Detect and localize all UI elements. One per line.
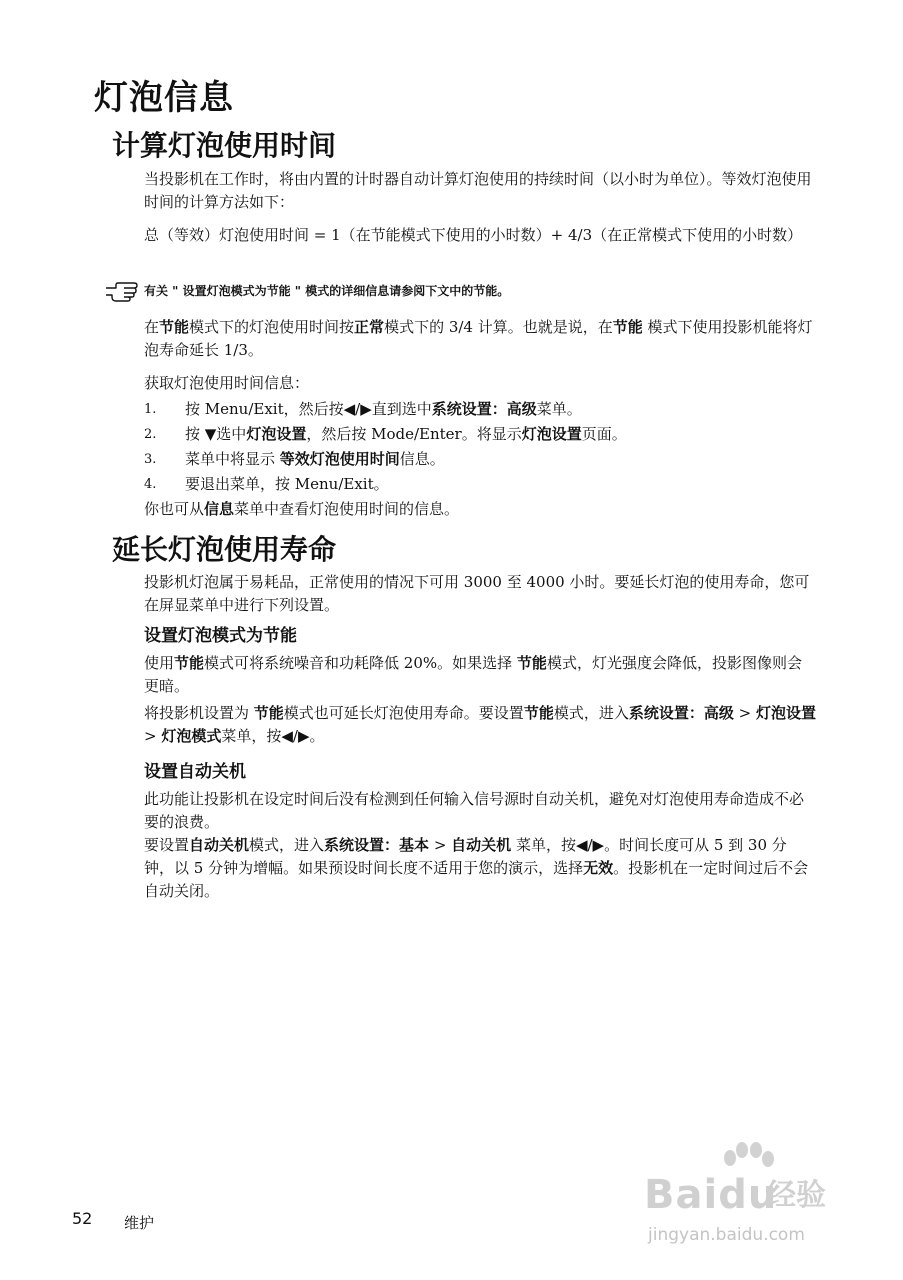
list-item: 1. 按 Menu/Exit，然后按◀/▶直到选中系统设置：高级菜单。: [144, 400, 582, 418]
paragraph-eco-mode-ratio: 在节能模式下的灯泡使用时间按正常模式下的 3/4 计算。也就是说，在节能 模式下使用投影机能将灯泡寿命延长 1/3。: [144, 318, 813, 359]
note-link[interactable]: 设置灯泡模式为节能: [182, 284, 291, 298]
paragraph-auto-off-setup: 要设置自动关机模式，进入系统设置：基本 > 自动关机 菜单，按◀/▶。时间长度可从 5 到 30 分钟，以 5 分钟为增幅。如果预设时间长度不适用于您的演示，选择无效。投影机在一定时间过后不会自动关闭。: [144, 836, 809, 900]
watermark-logo-text: Baidu: [644, 1172, 778, 1218]
subheading-eco-mode: 设置灯泡模式为节能: [144, 626, 297, 646]
list-item: 3. 菜单中将显示 等效灯泡使用时间信息。: [144, 450, 445, 468]
note-callout: [104, 280, 824, 304]
watermark-cn-text: 经验: [766, 1178, 826, 1213]
list-item: 2. 按 ▼选中灯泡设置，然后按 Mode/Enter。将显示灯泡设置页面。: [144, 425, 627, 443]
section-heading-extend-lamp-life: 延长灯泡使用寿命: [112, 533, 337, 566]
paragraph-lamp-timer: 当投影机在工作时，将由内置的计时器自动计算灯泡使用的持续时间（以小时为单位）。等效灯泡使用时间的计算方法如下：: [144, 170, 812, 211]
subheading-auto-power-off: 设置自动关机: [144, 762, 246, 782]
paragraph-lamp-formula: 总（等效）灯泡使用时间 = 1（在节能模式下使用的小时数）+ 4/3（在正常模式下使用的小时数）: [144, 226, 803, 244]
pointing-hand-icon: [104, 282, 140, 302]
paragraph-lamp-consumable: 投影机灯泡属于易耗品，正常使用的情况下可用 3000 至 4000 小时。要延长灯泡的使用寿命，您可在屏显菜单中进行下列设置。: [144, 573, 810, 614]
footer-section-label: 维护: [124, 1214, 155, 1232]
page-number: 52: [72, 1209, 93, 1228]
watermark-url: jingyan.baidu.com: [648, 1225, 805, 1245]
paragraph-auto-off-function: 此功能让投影机在设定时间后没有检测到任何输入信号源时自动关机，避免对灯泡使用寿命造成不必要的浪费。: [144, 790, 805, 831]
steps-list: [144, 397, 824, 497]
baidu-watermark: [636, 1142, 856, 1252]
page-title: 灯泡信息: [94, 78, 234, 118]
paragraph-get-lamp-info: 获取灯泡使用时间信息：: [144, 374, 310, 392]
note-text: 有关 " 设置灯泡模式为节能 " 模式的详细信息请参阅下文中的节能。: [144, 284, 510, 298]
paragraph-eco-mode-setup: 将投影机设置为 节能模式也可延长灯泡使用寿命。要设置节能模式，进入系统设置：高级 > 灯泡设置 > 灯泡模式菜单，按◀/▶。: [144, 704, 816, 745]
section-heading-lamp-hours: 计算灯泡使用时间: [112, 129, 337, 162]
paragraph-eco-mode-noise: 使用节能模式可将系统噪音和功耗降低 20%。如果选择 节能模式，灯光强度会降低，投影图像则会更暗。: [144, 654, 802, 695]
list-item: 4. 要退出菜单，按 Menu/Exit。: [144, 475, 389, 493]
paragraph-info-menu: 你也可从信息菜单中查看灯泡使用时间的信息。: [144, 500, 460, 518]
